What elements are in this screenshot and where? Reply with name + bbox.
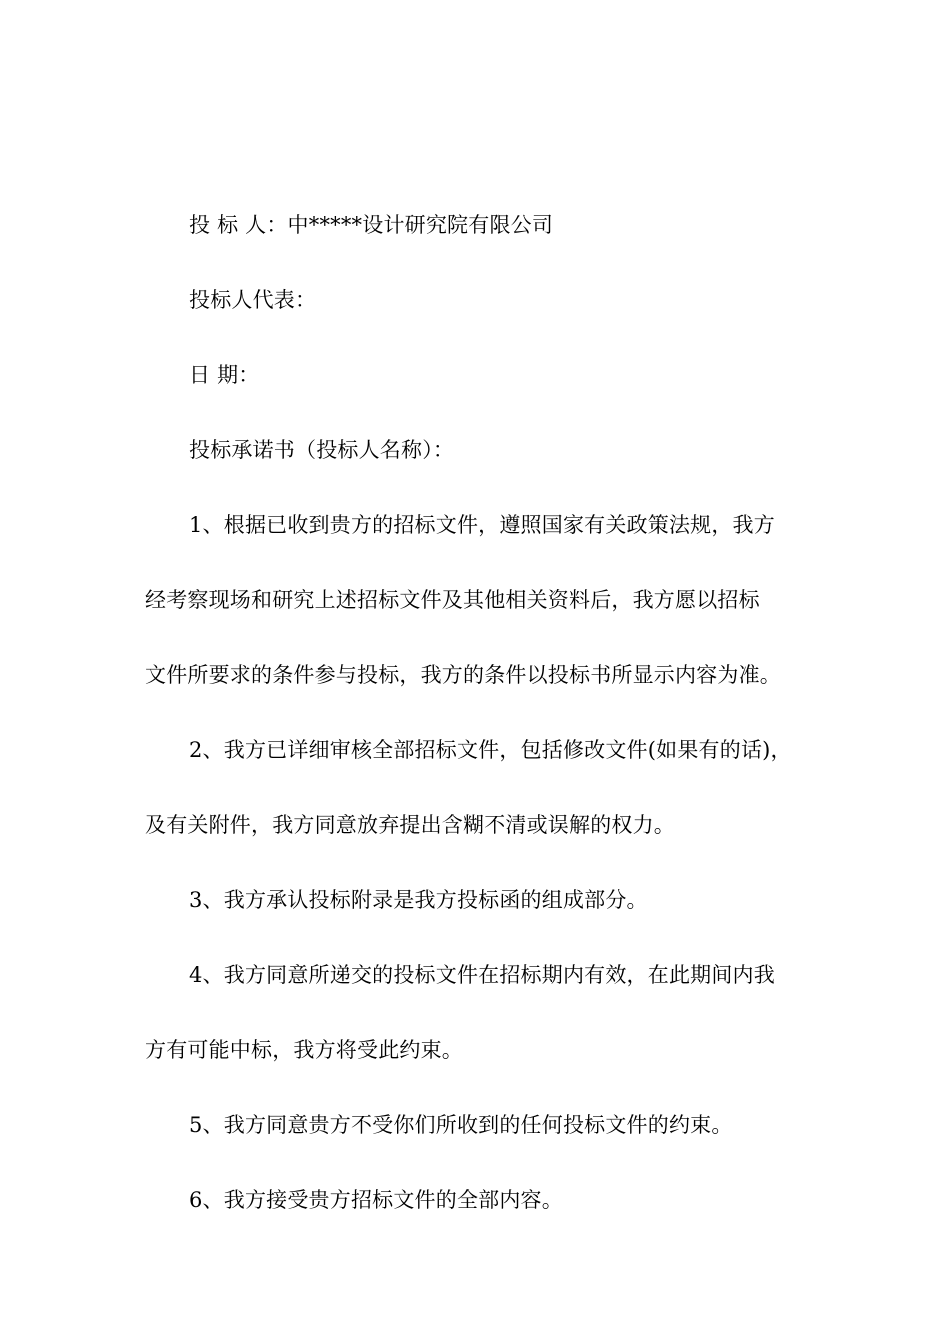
date-line: 日 期： — [189, 363, 260, 387]
paragraph-2-line-1: 2、我方已详细审核全部招标文件，包括修改文件(如果有的话)， — [189, 738, 792, 762]
paragraph-1-line-2: 经考察现场和研究上述招标文件及其他相关资料后，我方愿以招标 — [145, 588, 760, 612]
bidder-representative-line: 投标人代表： — [189, 288, 317, 312]
paragraph-5-line-1: 5、我方同意贵方不受你们所收到的任何投标文件的约束。 — [189, 1113, 733, 1137]
paragraph-2-line-2: 及有关附件，我方同意放弃提出含糊不清或误解的权力。 — [145, 813, 675, 837]
paragraph-6-line-1: 6、我方接受贵方招标文件的全部内容。 — [189, 1188, 563, 1212]
paragraph-3-line-1: 3、我方承认投标附录是我方投标函的组成部分。 — [189, 888, 648, 912]
bidder-line: 投 标 人：中*****设计研究院有限公司 — [189, 213, 554, 237]
paragraph-4-line-1: 4、我方同意所递交的投标文件在招标期内有效，在此期间内我 — [189, 963, 775, 987]
commitment-title-line: 投标承诺书（投标人名称）： — [189, 438, 455, 462]
paragraph-1-line-1: 1、根据已收到贵方的招标文件，遵照国家有关政策法规，我方 — [189, 513, 775, 537]
paragraph-4-line-2: 方有可能中标，我方将受此约束。 — [145, 1038, 463, 1062]
paragraph-1-line-3: 文件所要求的条件参与投标，我方的条件以投标书所显示内容为准。 — [145, 663, 781, 687]
